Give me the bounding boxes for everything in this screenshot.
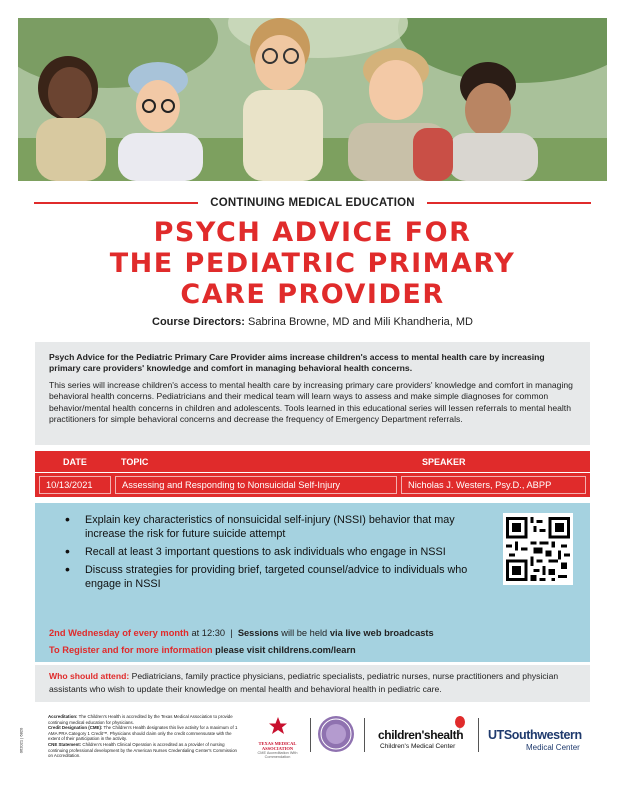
header-date: DATE — [63, 457, 87, 467]
directors-names: Sabrina Browne, MD and Mili Khandheria, MD — [247, 316, 473, 328]
attend-text: Pediatricians, family practice physicians, pediatric specialists, pediatric nurses, nurse practitioners and physician assistants who wish to update their knowledge on mental health and behavioral health in pediatric care. — [49, 671, 559, 694]
schedule-panel — [35, 617, 590, 662]
eyebrow-label: CONTINUING MEDICAL EDUCATION — [210, 197, 415, 209]
ut-name: UTSouthwestern — [488, 728, 582, 742]
when-time: at 12:30 — [191, 628, 226, 638]
accreditation-text — [48, 714, 240, 759]
table-row — [35, 473, 590, 497]
directors-label: Course Directors: — [152, 316, 245, 328]
sessions-mid: will be held — [281, 628, 328, 638]
hero-photo — [18, 18, 607, 181]
objectives-list — [63, 513, 493, 595]
ut-sub: Medical Center — [526, 743, 580, 752]
footer-divider — [310, 718, 311, 752]
title-line-1: PSYCH ADVICE FOR — [153, 217, 472, 248]
qr-code-graphic — [506, 516, 570, 582]
cne-accreditation-seal — [318, 716, 354, 752]
accreditation-body: The Children's Health is accredited by the Texas Medical Association to provide continuing medical education for physicians. — [48, 714, 233, 725]
credit-label: Credit Designation (CME): — [48, 725, 103, 731]
eyebrow-rule-right — [427, 202, 591, 204]
tma-sub: CME Accreditation With Commendation — [257, 751, 298, 759]
cne-label: CNE Statement: — [48, 741, 82, 747]
ch-sub: Children's Medical Center — [380, 743, 456, 750]
row-topic: Assessing and Responding to Nonsuicidal Self-Injury — [115, 476, 397, 494]
attend-label: Who should attend: — [49, 671, 130, 681]
cne-body: Children's Health Clinical Operation is accredited as a provider of nursing continuing professional development by the American Nurses Credentialing Center's Commission on Accreditation. — [48, 741, 237, 759]
tma-name: TEXAS MEDICAL ASSOCIATION — [258, 741, 297, 751]
header-speaker: SPEAKER — [422, 457, 466, 467]
tma-logo — [250, 716, 305, 759]
tma-star-icon — [268, 716, 288, 736]
footer-divider — [364, 718, 365, 752]
title-line-3: CARE PROVIDER — [180, 279, 445, 310]
page-title — [30, 217, 595, 310]
ch-name: children'shealth — [378, 728, 464, 742]
sessions-word: Sessions — [237, 628, 279, 638]
childrens-health-logo — [378, 716, 468, 756]
objective-item: • Discuss strategies for providing brief, targeted counsel/advice to individuals who engage in NSSI — [63, 563, 493, 591]
row-date: 10/13/2021 — [39, 476, 111, 494]
register-text: please visit — [215, 645, 266, 655]
ut-southwestern-logo — [488, 716, 598, 756]
sessions-mode: via live web broadcasts — [329, 628, 434, 638]
row-speaker: Nicholas J. Westers, Psy.D., ABPP — [401, 476, 586, 494]
title-line-2: THE PEDIATRIC PRIMARY — [109, 248, 516, 279]
register-label: To Register and for more information — [49, 645, 213, 655]
print-code: 062021 | 6820 — [18, 727, 24, 754]
qr-code[interactable] — [503, 513, 573, 585]
eyebrow-rule-left — [34, 202, 198, 204]
seal-icon — [318, 716, 354, 752]
credit-body: The Children's Health designates this live activity for a maximum of 1 AMA PRA Category 1 Credit™. Physicians should claim only the credit commensurate with the extent of their participation in the activity. — [48, 725, 238, 742]
accreditation-label: Accreditation: — [48, 714, 78, 719]
when-day: 2nd Wednesday of every month — [49, 628, 189, 638]
schedule-register — [49, 642, 576, 659]
separator: | — [230, 628, 233, 638]
header-topic: TOPIC — [121, 457, 149, 467]
objectives-panel — [35, 503, 590, 617]
children-photo-illustration — [18, 18, 607, 181]
schedule-table-header — [35, 451, 590, 472]
footer-divider — [478, 718, 479, 752]
objective-item: • Explain key characteristics of nonsuicidal self-injury (NSSI) behavior that may increase the risk for future suicide attempt — [63, 513, 493, 541]
intro-body: This series will increase children's access to mental health care by increasing primary care providers' knowledge and comfort in managing behavioral health concerns. Pediatricians and their medical team will learn ways to assess and make simple diagnoses for common behavior/mental health concerns in children and adolescents. Tools learned in this educational series will lessen referrals to mental health practitioners for simple behavioral concerns and decrease the frequency of Emergency Department referrals. — [49, 379, 573, 425]
intro-panel — [35, 342, 590, 445]
attendance-panel — [35, 665, 590, 702]
objective-item: • Recall at least 3 important questions to ask individuals who engage in NSSI — [63, 545, 493, 559]
intro-summary: Psych Advice for the Pediatric Primary Care Provider aims increase children's access to mental health care by increasing primary care providers' knowledge and comfort in managing behavioral health concerns. — [49, 352, 545, 374]
course-directors — [30, 316, 595, 328]
register-link[interactable]: childrens.com/learn — [267, 645, 356, 655]
schedule-when — [49, 625, 576, 642]
eyebrow-row — [34, 195, 591, 211]
